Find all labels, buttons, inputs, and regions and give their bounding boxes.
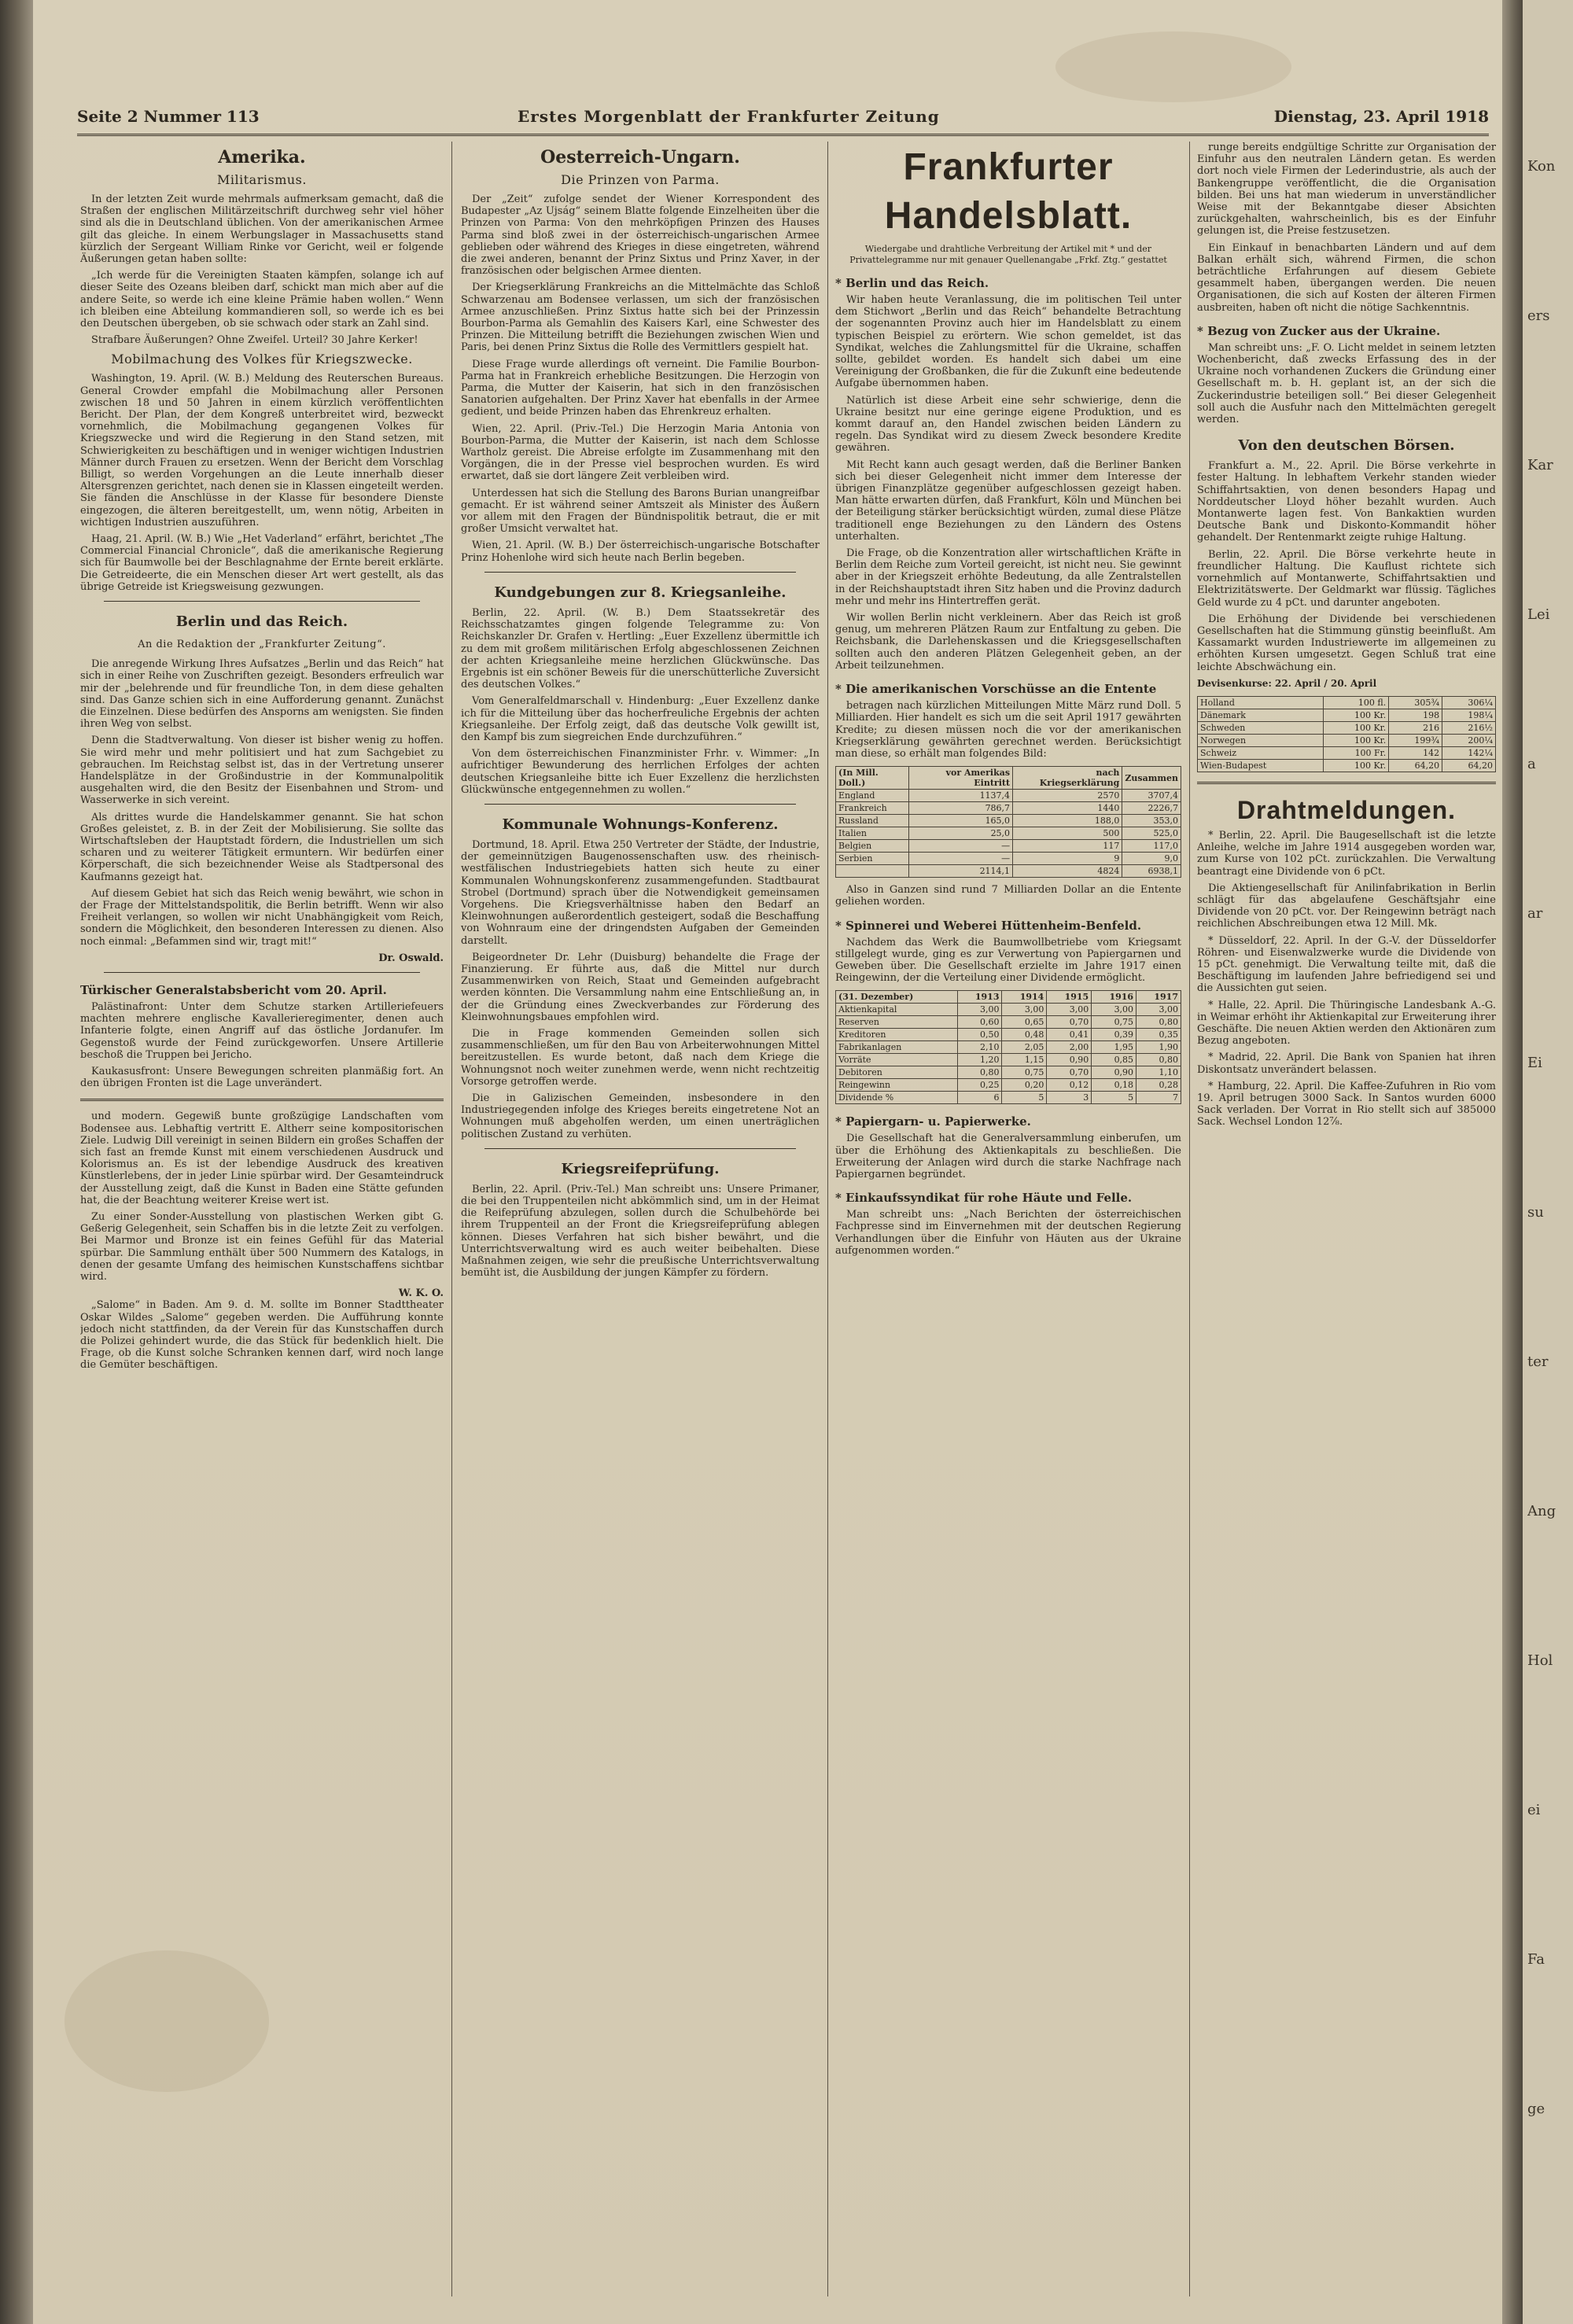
divider <box>484 572 796 573</box>
table-row <box>1198 721 1496 734</box>
paragraph: Haag, 21. April. (W. B.) Wie „Het Vaderland“ erfährt, berichtet „The Commercial Financial Chronicle“, daß die amerikanische Regierung sich für Baumwolle bei der Beschlagnahme der Ernte bereit erklärte. Die Getreideerte, die ein Menschen dieser Art wert gestellt, als das übrige Getreide ist Kriegsweisung gezwungen. <box>80 533 444 593</box>
section-heading: Berlin und das Reich. <box>175 613 348 631</box>
table-header <box>836 991 1181 1004</box>
facing-page-fragment: su <box>1527 1204 1544 1221</box>
facing-page-fragment: ge <box>1527 2101 1545 2117</box>
table-row <box>836 1029 1181 1041</box>
facing-page-edge <box>1523 0 1573 2324</box>
table-cell: Reserven <box>836 1016 958 1029</box>
table-cell: 100 fl. <box>1324 696 1389 709</box>
table-cell: 0,18 <box>1092 1079 1136 1092</box>
table-cell: 353,0 <box>1122 815 1181 827</box>
table-cell: 0,90 <box>1047 1054 1092 1066</box>
section-heading: Amerika. <box>218 147 306 168</box>
table-cell: 2,10 <box>957 1041 1002 1054</box>
table-cell: 305¾ <box>1389 696 1442 709</box>
table-cell: 100 Kr. <box>1324 709 1389 721</box>
paragraph: Von dem österreichischen Finanzminister Frhr. v. Wimmer: „In aufrichtiger Bewunderung des herrlichen Erfolges der achten deutschen Kriegsanleihe bitte ich Euer Exzellenz die herzlichsten Glückwünsche entgegennehmen zu wollen.“ <box>461 748 820 796</box>
table-column-header: 1914 <box>1002 991 1047 1004</box>
table-cell: 5 <box>1092 1092 1136 1104</box>
paragraph: Wir haben heute Veranlassung, die im politischen Teil unter dem Stichwort „Berlin und das Reich“ behandelte Betrachtung der sogenannten Provinz auch hier im Handelsblatt zu einem typischen Beispiel zu erörtern. Wie schon gemeldet, ist das Syndikat, welches die Zahlungsmittel für die Ukraine, schaffen sollte, gebildet worden. Es handelt sich dabei um eine Vereinigung der Großbanken, die für die Zukunft eine bedeutende Aufgabe übernommen haben. <box>835 294 1181 390</box>
table-cell: Russland <box>836 815 909 827</box>
table-row <box>836 1016 1181 1029</box>
paragraph: Wir wollen Berlin nicht verkleinern. Aber das Reich ist groß genug, um mehreren Plätzen Raum zur Entfaltung zu geben. Die Reichsbank, die Darlehenskassen und die Kriegsgesellschaften sollten auch den anderen Plätzen Gelegenheit geben, an der Arbeit teilzunehmen. <box>835 612 1181 672</box>
table-cell: 117 <box>1013 840 1122 853</box>
table-cell: 306¼ <box>1442 696 1496 709</box>
book-spine <box>0 0 33 2324</box>
table-row <box>836 1041 1181 1054</box>
table-cell: 0,75 <box>1002 1066 1047 1079</box>
paragraph: Strafbare Äußerungen? Ohne Zweifel. Urteil? 30 Jahre Kerker! <box>91 334 418 347</box>
table-cell: 1,95 <box>1092 1041 1136 1054</box>
paragraph: Denn die Stadtverwaltung. Von dieser ist bisher wenig zu hoffen. Sie wird mehr und mehr politisiert und hat zum Sachgebiet zu gebrauchen. Im Reichstag selbst ist, das in der Vertretung unserer Handelsplätze in der Großindustrie in der Kommunalpolitik ausgehalten wird, die den Besitz der Eisenbahnen und Strom- und Wasserwerke in sich vereint. <box>80 735 444 807</box>
newspaper-page <box>33 0 1502 2324</box>
paragraph: Die in Frage kommenden Gemeinden sollen sich zusammenschließen, um für den Bau von Arbeiterwohnungen Mittel bereitzustellen. Es wurde betont, daß nach dem Kriege die Wohnungsnot noch weiter zunehmen werde, wenn nicht rechtzeitig Vorsorge getroffen werde. <box>461 1027 820 1088</box>
column-2 <box>461 142 820 2296</box>
paragraph: In der letzten Zeit wurde mehrmals aufmerksam gemacht, daß die Straßen der englischen Militärzeitschrift durchweg sehr viel höher sind als die in Deutschland üblichen. Von der amerikanischen Armee gilt das gleiche. In einem Werbungslager in Massachusetts stand kürzlich der Sergeant William Rinke vor Gericht, weil er folgende Äußerungen getan haben sollte: <box>80 193 444 266</box>
paragraph: Beigeordneter Dr. Lehr (Duisburg) behandelte die Frage der Finanzierung. Er führte aus, daß die Mittel nur durch Zusammenwirken von Reich, Staat und Gemeinden aufgebracht werden könnten. Die Versammlung nahm eine Entschließung an, in der die Gründung eines Zweckverbandes zur Förderung des Kleinwohnungsbaues empfohlen wird. <box>461 951 820 1023</box>
table-cell: 199¾ <box>1389 734 1442 746</box>
table-cell: 0,50 <box>957 1029 1002 1041</box>
paragraph: * Hamburg, 22. April. Die Kaffee-Zufuhren in Rio vom 19. April betrugen 3000 Sack. In Santos wurden 6000 Sack verladen. Der Vorrat in Rio stellt sich auf 385000 Sack. Wechsel London 12⅞. <box>1197 1080 1496 1129</box>
divider <box>104 601 420 602</box>
divider <box>484 1148 796 1149</box>
page-gutter <box>1502 0 1523 2324</box>
paragraph: Die anregende Wirkung Ihres Aufsatzes „Berlin und das Reich“ hat sich in einer Reihe von Zuschriften gezeigt. Besonders erfreulich war mir der „belehrende und für freundliche Ton, in dem diese gehalten sind. Das Ganze schien sich in eine Aufforderung genannt. Zunächst die Einzelnen. Diese bedürfen des Ansporns am wenigsten. Sie finden ihren Weg von selbst. <box>80 658 444 731</box>
facing-page-fragment: ar <box>1527 905 1543 922</box>
table-cell: 216 <box>1389 721 1442 734</box>
article-subheading: An die Redaktion der „Frankfurter Zeitung“. <box>138 639 386 651</box>
paragraph: Diese Frage wurde allerdings oft verneint. Die Familie Bourbon-Parma hat in Frankreich erhebliche Besitzungen. Die Herzogin von Parma, die Mutter der Kaiserin, hat sich in den französischen Sanatorien aufgehalten. Der Prinz Xaver hat ebenfalls in der Armee gedient, und beide Prinzen haben das Ehrenkreuz erhalten. <box>461 358 820 418</box>
paragraph: Unterdessen hat sich die Stellung des Barons Burian unangreifbar gemacht. Er ist während seiner Amtszeit als Minister des Äußern vor allem mit den Fragen der Bündnispolitik betraut, die er mit großer Umsicht verwaltet hat. <box>461 487 820 536</box>
table-cell: 0,20 <box>1002 1079 1047 1092</box>
paragraph: „Salome“ in Baden. Am 9. d. M. sollte im Bonner Stadttheater Oskar Wildes „Salome“ gegeben werden. Die Aufführung konnte jedoch nicht stattfinden, da der Verein für das Kunstschaffen durch die Polizei gehindert wurde, die das Stück für bedenklich hielt. Die Frage, ob die Kunst solche Schranken kennen darf, wird noch lange die Gemüter beschäftigen. <box>80 1299 444 1372</box>
paragraph: Wien, 21. April. (W. B.) Der österreichisch-ungarische Botschafter Prinz Hohenlohe wird sich heute nach Berlin begeben. <box>461 540 820 564</box>
table-cell: 0,65 <box>1002 1016 1047 1029</box>
table-row <box>836 1079 1181 1092</box>
table-cell: 2226,7 <box>1122 802 1181 815</box>
paragraph: * Düsseldorf, 22. April. In der G.-V. der Düsseldorfer Röhren- und Eisenwalzwerke wurde die Dividende von 15 pCt. genehmigt. Die Verwaltung teilte mit, daß die Beschäftigung im laufenden Jahre befriedigend sei und die Aussichten gut seien. <box>1197 934 1496 995</box>
table-cell: 142 <box>1389 746 1442 759</box>
table-column-header: Zusammen <box>1122 767 1181 790</box>
table-row <box>1198 759 1496 772</box>
paragraph: Man schreibt uns: „Nach Berichten der österreichischen Fachpresse sind im Einvernehmen mit der deutschen Regierung Verhandlungen über die Einfuhr von Häuten aus der Ukraine aufgenommen worden.“ <box>835 1209 1181 1257</box>
divider <box>1197 782 1496 784</box>
paragraph: Ein Einkauf in benachbarten Ländern und auf dem Balkan erhält sich, während Firmen, die schon beträchtliche Erfahrungen auf diesem Gebiete gesammelt haben, übergangen werden. Die neuen Organisationen, die sich auf Kosten der älteren Firmen ausbreiten, haben oft nicht die nötige Sachkenntnis. <box>1197 241 1496 314</box>
table-column-header: 1913 <box>957 991 1002 1004</box>
balance-table <box>835 990 1181 1104</box>
facing-page-fragment: Kar <box>1527 457 1553 473</box>
table-cell: 3707,4 <box>1122 790 1181 802</box>
table-column-header: 1917 <box>1136 991 1181 1004</box>
table-row <box>1198 696 1496 709</box>
table-row <box>836 840 1181 853</box>
table-cell: 1,15 <box>1002 1054 1047 1066</box>
table-row <box>1198 746 1496 759</box>
table-cell: 25,0 <box>909 827 1013 840</box>
table-cell: 100 Fr. <box>1324 746 1389 759</box>
table-body <box>836 1004 1181 1104</box>
table-cell: 2,05 <box>1002 1041 1047 1054</box>
table-cell: 500 <box>1013 827 1122 840</box>
table-cell: Norwegen <box>1198 734 1324 746</box>
table-cell: 2570 <box>1013 790 1122 802</box>
section-heading: Drahtmeldungen. <box>1236 795 1457 824</box>
paragraph: Vom Generalfeldmarschall v. Hindenburg: „Euer Exzellenz danke ich für die Mitteilung über das hocherfreuliche Ergebnis der achten Kriegsanleihe. Der Erfolg zeigt, daß das deutsche Volk gewillt ist, den Kampf bis zum siegreichen Ende durchzuführen.“ <box>461 695 820 743</box>
signature: Dr. Oswald. <box>378 952 444 964</box>
feuilleton-divider <box>80 1099 444 1101</box>
table-cell: 142¼ <box>1442 746 1496 759</box>
table-cell: 1,90 <box>1136 1041 1181 1054</box>
issue-date: Dienstag, 23. April 1918 <box>1273 107 1489 126</box>
table-cell: 165,0 <box>909 815 1013 827</box>
table-row <box>836 853 1181 865</box>
table-cell: 3,00 <box>957 1004 1002 1016</box>
table-row <box>836 790 1181 802</box>
table-cell: 3,00 <box>1047 1004 1092 1016</box>
paragraph: Man schreibt uns: „F. O. Licht meldet in seinem letzten Wochenbericht, daß zwecks Erfassung des in der Ukraine noch vorhandenen Zuckers die Gründung einer Gesellschaft m. b. H. geplant ist, an der sich die Zuckerindustrie beteiligen soll.“ Bei dieser Gelegenheit soll auch die Ausfuhr nach den Mittelmächten geregelt werden. <box>1197 341 1496 426</box>
table-cell: Schweden <box>1198 721 1324 734</box>
table-cell <box>836 865 909 878</box>
table-cell: Schweiz <box>1198 746 1324 759</box>
paragraph: Natürlich ist diese Arbeit eine sehr schwierige, denn die Ukraine besitzt nur eine geringe eigene Produktion, und es kommt darauf an, den Handel zwischen beiden Ländern zu regeln. Das Syndikat wird zu diesem Zweck besondere Kredite gewähren. <box>835 394 1181 455</box>
table-cell: 0,60 <box>957 1016 1002 1029</box>
article-heading: Mobilmachung des Volkes für Kriegszwecke. <box>111 352 413 367</box>
table-cell: 198¼ <box>1442 709 1496 721</box>
paragraph: Mit Recht kann auch gesagt werden, daß die Berliner Banken sich bei dieser Gelegenheit nicht immer dem Interesse der übrigen Finanzplätze gegenüber aufgeschlossen gezeigt haben. Man hätte erwarten dürfen, daß Frankfurt, Köln und München bei der Beteiligung stärker berücksichtigt würden, zumal diese Plätze traditionell enge Beziehungen zu den Ländern des Ostens unterhalten. <box>835 459 1181 543</box>
table-row <box>1198 709 1496 721</box>
paragraph: Auf diesem Gebiet hat sich das Reich wenig bewährt, wie schon in der Frage der Mittelstandspolitik, die Berlin betrifft. Wenn wir also Freiheit verlangen, so wollen wir nicht Unabhängigkeit vom Reich, sondern die Möglichkeit, den besonderen Interessen zu dienen. Also noch einmal: „Befammen sind wir, tragt mit!“ <box>80 887 444 948</box>
loan-table <box>835 766 1181 878</box>
table-cell: 200¼ <box>1442 734 1496 746</box>
paper-stain <box>1055 31 1291 102</box>
table-cell: 3,00 <box>1092 1004 1136 1016</box>
table-cell: 198 <box>1389 709 1442 721</box>
paragraph: Washington, 19. April. (W. B.) Meldung des Reuterschen Bureaus. General Crowder empfahl die Mobilmachung aller Personen zwischen 18 und 50 Jahren in einem kürzlich veröffentlichten Bericht. Der Plan, der dem Kongreß unterbreitet wird, bezweckt vornehmlich, die Mobilmachung gegangenen Volkes für Kriegszwecke und wird die Regierung in den Stand setzen, mit Schwierigkeiten zu beschäftigen und in weniger wichtigen Industrien Männer durch Frauen zu ersetzen. Wenn der Bericht dem Vorschlag Billigt, so werden Vorgehungen an die Leute innerhalb dieser Altersgrenzen gerichtet, nach denen sie in Klassen eingeteilt werden. Sie fänden die Anschlüsse in der Klasse für besondere Dienste eingezogen, die älteren bereitgestellt, um, wenn nötig, Arbeiten in wichtigen Industrien auszuführen. <box>80 373 444 529</box>
table-cell: 0,90 <box>1092 1066 1136 1079</box>
exchange-rate-table <box>1197 696 1496 772</box>
table-cell: 4824 <box>1013 865 1122 878</box>
table-cell: 6 <box>957 1092 1002 1104</box>
table-cell: 1,20 <box>957 1054 1002 1066</box>
table-cell: 0,48 <box>1002 1029 1047 1041</box>
table-row <box>836 827 1181 840</box>
article-heading: Militarismus. <box>217 172 307 187</box>
section-title: Frankfurter Handelsblatt. <box>884 146 1133 237</box>
divider <box>484 804 796 805</box>
table-cell: 0,80 <box>1136 1016 1181 1029</box>
section-heading: Kommunale Wohnungs-Konferenz. <box>502 816 779 833</box>
table-body <box>836 790 1181 878</box>
masthead <box>77 102 1489 136</box>
table-cell: 2114,1 <box>909 865 1013 878</box>
table-cell: 6938,1 <box>1122 865 1181 878</box>
table-cell: 64,20 <box>1442 759 1496 772</box>
paragraph: runge bereits endgültige Schritte zur Organisation der Einfuhr aus den neutralen Ländern getan. Es werden dort noch viele Firmen der Lederindustrie, als auch der Bankengruppe veröffentlicht, die die Organisation bilden. Bei uns hat man wiederum in unverständlicher Weise mit der Bekanntgabe dieser Absichten zurückgehalten, wahrscheinlich, bis es der Einfuhr gelungen ist, die Preise festzusetzen. <box>1197 142 1496 238</box>
signature: W. K. O. <box>398 1287 444 1300</box>
table-cell: 9 <box>1013 853 1122 865</box>
paragraph: * Berlin, 22. April. Die Baugesellschaft ist die letzte Anleihe, welche im Jahre 1914 ausgegeben worden war, zum Kurse von 102 pCt. zurückzahlen. Die Verwaltung beantragt eine Dividende von 6 pCt. <box>1197 829 1496 878</box>
table-column-header: vor Amerikas Eintritt <box>909 767 1013 790</box>
table-row <box>836 1066 1181 1079</box>
table-cell: Debitoren <box>836 1066 958 1079</box>
table-cell: 0,80 <box>1136 1054 1181 1066</box>
table-column-header: nach Kriegserklärung <box>1013 767 1122 790</box>
table-cell: 1,10 <box>1136 1066 1181 1079</box>
paragraph: Die Erhöhung der Dividende bei verschiedenen Gesellschaften hat die Stimmung günstig beeinflußt. Am Kassamarkt wurden Industriewerte im allgemeinen zu erhöhten Kursen umgesetzt. Gegen Schluß trat eine leichte Abschwächung ein. <box>1197 613 1496 673</box>
column-1 <box>80 142 444 2296</box>
table-cell: 9,0 <box>1122 853 1181 865</box>
paragraph: Zu einer Sonder-Ausstellung von plastischen Werken gibt G. Geßerig Gelegenheit, sein Schaffen bis in die letzte Zeit zu verfolgen. Bei Marmor und Bronze ist ein feines Gefühl für das Material spürbar. Die Sammlung enthält über 500 Nummern des Katalogs, in denen der gesamte Umfang des heimischen Kunstschaffens sichtbar wird. <box>80 1211 444 1284</box>
section-heading: Kundgebungen zur 8. Kriegsanleihe. <box>494 584 786 601</box>
table-cell: England <box>836 790 909 802</box>
facing-page-fragment: ers <box>1527 308 1550 324</box>
paragraph: Wien, 22. April. (Priv.-Tel.) Die Herzogin Maria Antonia von Bourbon-Parma, die Mutter der Kaiserin, ist nach dem Schlosse Wartholz gereist. Die Abreise erfolgte im Zusammenhang mit den Vorgängen, die in der Presse viel besprochen wurden. Es wird erwartet, daß sie dort längere Zeit verbleiben wird. <box>461 422 820 483</box>
table-cell: 1137,4 <box>909 790 1013 802</box>
table-cell: 100 Kr. <box>1324 734 1389 746</box>
table-cell: — <box>909 853 1013 865</box>
table-cell: Belgien <box>836 840 909 853</box>
facing-page-fragment: a <box>1527 756 1536 772</box>
table-cell: Aktienkapital <box>836 1004 958 1016</box>
paragraph: Der „Zeit“ zufolge sendet der Wiener Korrespondent des Budapester „Az Ujság“ seinem Blatte folgende Einzelheiten über die Prinzen von Parma: Von den mehrköpfigen Prinzen des Hauses Parma sind bloß zwei in der österreichisch-ungarischen Armee geblieben oder während des Krieges in diese eingetreten, während die zwei anderen, benannt der Prinz Sixtus und Prinz Xaver, in der französischen oder belgischen Armee dienten. <box>461 193 820 278</box>
facing-page-fragment: ei <box>1527 1802 1541 1818</box>
article-heading: * Papiergarn- u. Papierwerke. <box>835 1114 1031 1129</box>
table-column-header: (In Mill. Doll.) <box>836 767 909 790</box>
table-cell: Italien <box>836 827 909 840</box>
table-cell: 0,28 <box>1136 1079 1181 1092</box>
paragraph: Die Aktiengesellschaft für Anilinfabrikation in Berlin schlägt für das abgelaufene Geschäftsjahr eine Dividende von 20 pCt. vor. Der Reingewinn beträgt nach reichlichen Abschreibungen etwa 12 Mill. Mk. <box>1197 882 1496 930</box>
table-cell: 525,0 <box>1122 827 1181 840</box>
table-header <box>836 767 1181 790</box>
table-cell: 117,0 <box>1122 840 1181 853</box>
table-cell: Wien-Budapest <box>1198 759 1324 772</box>
table-cell: 3,00 <box>1002 1004 1047 1016</box>
article-heading: * Berlin und das Reich. <box>835 276 989 290</box>
table-cell: 0,70 <box>1047 1016 1092 1029</box>
column-3 <box>835 142 1181 2296</box>
table-row <box>836 802 1181 815</box>
table-row <box>836 815 1181 827</box>
table-cell: 3,00 <box>1136 1004 1181 1016</box>
table-cell: 216½ <box>1442 721 1496 734</box>
paragraph: Berlin, 22. April. Die Börse verkehrte heute in freundlicher Haltung. Die Kauflust richtete sich vornehmlich auf Montanwerte, Schiffahrtsaktien und Elektrizitätswerte. Der Geldmarkt war flüssig. Tägliches Geld wurde zu 4 pCt. und darunter angeboten. <box>1197 548 1496 609</box>
facing-page-fragment: ter <box>1527 1354 1549 1370</box>
table-row <box>836 1004 1181 1016</box>
table-cell: Fabrikanlagen <box>836 1041 958 1054</box>
page-number: Seite 2 Nummer 113 <box>77 107 260 126</box>
table-cell: Dividende % <box>836 1092 958 1104</box>
table-cell: 2,00 <box>1047 1041 1092 1054</box>
table-cell: 0,41 <box>1047 1029 1092 1041</box>
paragraph: „Ich werde für die Vereinigten Staaten kämpfen, solange ich auf dieser Seite des Ozeans bleiben darf, schickt man mich aber auf die andere Seite, so werde ich eine kleine Prämie haben wollen.“ Wenn ich bleiben eine Abteilung kommandieren soll, so werde ich es bei den Deutschen übergeben, ob sie schwach oder stark an Zahl sind. <box>80 270 444 330</box>
table-column-header: 1916 <box>1092 991 1136 1004</box>
paragraph: Als drittes wurde die Handelskammer genannt. Sie hat schon Großes geleistet, z. B. in der Zeit der Mobilisierung. Sie sollte das Wirtschaftsleben der Hauptstadt fördern, die Industriellen um sich scharen und zu weiterer Tätigkeit ermuntern. Wir bedürfen einer Körperschaft, die sich bezeichnender Weise als Stadtpersonal des Kaufmanns gezeigt hat. <box>80 811 444 883</box>
table-cell: Reingewinn <box>836 1079 958 1092</box>
paragraph: Der Kriegserklärung Frankreichs an die Mittelmächte das Schloß Schwarzenau am Bodensee verlassen, um sich der französischen Armee anzuschließen. Prinz Sixtus hatte sich bei der Prinzessin Bourbon-Parma als Gemahlin des Kaisers Karl, eine Schwester des Prinzen. Die Mitteilung betrifft die Beziehungen zwischen Wien und Paris, bei denen Prinz Sixtus die Rolle des Vermittlers gespielt hat. <box>461 282 820 354</box>
table-cell: 7 <box>1136 1092 1181 1104</box>
table-cell: 1440 <box>1013 802 1122 815</box>
paragraph: Die Gesellschaft hat die Generalversammlung einberufen, um über die Erhöhung des Aktienkapitals zu beschließen. Die Erweiterung der Anlagen wird durch die starke Nachfrage nach Papiergarnen begründet. <box>835 1133 1181 1180</box>
table-column-header: 1915 <box>1047 991 1092 1004</box>
table-cell: Holland <box>1198 696 1324 709</box>
table-cell: — <box>909 840 1013 853</box>
article-heading: * Bezug von Zucker aus der Ukraine. <box>1197 323 1441 338</box>
column-rule <box>827 142 828 2296</box>
column-rule <box>451 142 452 2296</box>
paragraph: Frankfurt a. M., 22. April. Die Börse verkehrte in fester Haltung. In lebhaftem Verkehr standen wieder Schiffahrtsaktien, von denen besonders Hapag und Norddeutscher Lloyd höher bezahlt wurden. Auch Montanwerte lagen fest. Von Bankaktien wurden Deutsche Bank und Diskonto-Kommandit höher gehandelt. Der Rentenmarkt zeigte ruhige Haltung. <box>1197 460 1496 544</box>
paragraph: * Halle, 22. April. Die Thüringische Landesbank A.-G. in Weimar erhöht ihr Aktienkapital zur Erweiterung ihrer Geschäfte. Die neuen Aktien werden den Aktionären zum Bezug angeboten. <box>1197 999 1496 1048</box>
paragraph: betragen nach kürzlichen Mitteilungen Mitte März rund Doll. 5 Milliarden. Hier handelt es sich um die seit April 1917 gewährten Kredite; zu diesen müssen noch die vor der amerikanischen Kriegserklärung gewährten gerechnet werden. Berücksichtigt man diese, so erhält man folgendes Bild: <box>835 700 1181 760</box>
newspaper-title: Erstes Morgenblatt der Frankfurter Zeitung <box>518 107 940 126</box>
table-cell: 100 Kr. <box>1324 759 1389 772</box>
facing-page-fragment: Ang <box>1527 1503 1556 1519</box>
section-heading: Oesterreich-Ungarn. <box>540 147 740 168</box>
table-row <box>836 1054 1181 1066</box>
table-cell: 786,7 <box>909 802 1013 815</box>
article-heading: Die Prinzen von Parma. <box>561 172 720 187</box>
paragraph: und modern. Gegewiß bunte großzügige Landschaften vom Bodensee aus. Lebhaftig vertritt E. Altherr seine kompositorischen Ziele. Ludwig Dill vereinigt in seinen Bildern ein großes Schaffen der sich fast an fremde Kunst mit einem verschiedenen Ausdruck und Kolorismus an. Es ist der lebendige Ausdruck des kreativen Künstlerlebens, der in jeder Linie spürbar wird. Der Gesamteindruck der Ausstellung zeigt, daß die Kunst in Baden eine Stätte gefunden hat, die der Beachtung weiterer Kreise wert ist. <box>80 1110 444 1206</box>
table-cell: 0,80 <box>957 1066 1002 1079</box>
facing-page-fragment: Lei <box>1527 606 1550 623</box>
column-rule <box>1189 142 1190 2296</box>
table-cell: Vorräte <box>836 1054 958 1066</box>
section-heading: Kriegsreifeprüfung. <box>561 1160 720 1177</box>
table-cell: 0,75 <box>1092 1016 1136 1029</box>
table-cell: 3 <box>1047 1092 1092 1104</box>
facing-page-fragment: Kon <box>1527 158 1556 175</box>
paragraph: * Madrid, 22. April. Die Bank von Spanien hat ihren Diskontsatz unverändert belassen. <box>1197 1052 1496 1076</box>
article-heading: * Die amerikanischen Vorschüsse an die Entente <box>835 682 1157 697</box>
table-cell: 0,85 <box>1092 1054 1136 1066</box>
paragraph: Also in Ganzen sind rund 7 Milliarden Dollar an die Entente geliehen worden. <box>835 884 1181 908</box>
table-column-header: (31. Dezember) <box>836 991 958 1004</box>
table-cell: 0,35 <box>1136 1029 1181 1041</box>
paragraph: Palästinafront: Unter dem Schutze starken Artilleriefeuers machten mehrere englische Kavallerieregimenter, denen auch Infanterie folgte, einen Angriff auf das östliche Jordanufer. Im Gegenstoß wurde der Feind zurückgeworfen. Unsere Artillerie beschoß die Truppen bei Jericho. <box>80 1000 444 1061</box>
section-heading: Türkischer Generalstabsbericht vom 20. April. <box>80 982 387 997</box>
article-heading: * Einkaufssyndikat für rohe Häute und Felle. <box>835 1191 1133 1206</box>
facing-page-fragment: Hol <box>1527 1652 1553 1669</box>
article-heading: * Spinnerei und Weberei Hüttenheim-Benfeld. <box>835 918 1142 933</box>
paragraph: Dortmund, 18. April. Etwa 250 Vertreter der Städte, der Industrie, der gemeinnützigen Baugenossenschaften usw. des rheinisch-westfälischen Industriegebiets hatten sich heute zu einer Kommunalen Wohnungskonferenz zusammengefunden. Stadtbaurat Strobel (Dortmund) sprach über die Notwendigkeit gemeinsamen Vorgehens. Die Kriegsverhältnisse haben den Bedarf an Kleinwohnungen außerordentlich gesteigert, sodaß die Beschaffung von Wohnraum eine der dringendsten Aufgaben der Gemeinden darstellt. <box>461 838 820 947</box>
table-cell: 188,0 <box>1013 815 1122 827</box>
table-cell: 5 <box>1002 1092 1047 1104</box>
paragraph: Kaukasusfront: Unsere Bewegungen schreiten planmäßig fort. An den übrigen Fronten ist die Lage unverändert. <box>80 1065 444 1090</box>
table-cell: 0,39 <box>1092 1029 1136 1041</box>
column-4 <box>1197 142 1496 2296</box>
rates-caption: Devisenkurse: 22. April / 20. April <box>1197 677 1377 689</box>
table-cell: 0,25 <box>957 1079 1002 1092</box>
section-heading: Von den deutschen Börsen. <box>1238 437 1455 455</box>
table-cell: 0,12 <box>1047 1079 1092 1092</box>
table-row <box>1198 734 1496 746</box>
facing-page-fragment: Ei <box>1527 1055 1542 1071</box>
paragraph: Die in Galizischen Gemeinden, insbesondere in den Industriegegenden infolge des Krieges bereits eingetretene Not an Wohnungen muß abgeholfen werden, um einen unerträglichen politischen Zustand zu verhüten. <box>461 1092 820 1140</box>
table-row <box>836 1092 1181 1104</box>
table-cell: Serbien <box>836 853 909 865</box>
paragraph: Nachdem das Werk die Baumwollbetriebe vom Kriegsamt stillgelegt wurde, ging es zur Verwertung von Papiergarnen und Geweben über. Die Gesellschaft erzielte im Jahre 1917 einen Reingewinn, der die Verteilung einer Dividende ermöglicht. <box>835 936 1181 985</box>
section-note: Wiedergabe und drahtliche Verbreitung der Artikel mit * und der Privattelegramme nur mit genauer Quellenangabe „Frkf. Ztg.“ gestattet <box>849 244 1167 265</box>
table-cell: 64,20 <box>1389 759 1442 772</box>
table-cell: Frankreich <box>836 802 909 815</box>
table-cell: Dänemark <box>1198 709 1324 721</box>
paragraph: Berlin, 22. April. (Priv.-Tel.) Man schreibt uns: Unsere Primaner, die bei den Truppenteilen nicht abkömmlich sind, um in der Heimat die Reifeprüfung abzulegen, sollen durch die Schulbehörde bei ihrem Truppenteil an der Front die Kriegsreifeprüfung ablegen können. Dieses Verfahren hat sich bisher bewährt, und die Unterrichtsverwaltung wird es auch weiter beibehalten. Diese Maßnahmen zeigen, wie sehr die preußische Unterrichtsverwaltung bemüht ist, die Ausbildung der jungen Kämpfer zu fördern. <box>461 1183 820 1280</box>
paragraph: Die Frage, ob die Konzentration aller wirtschaftlichen Kräfte in Berlin dem Reiche zum Vorteil gereicht, ist nicht neu. Sie gewinnt aber in der Kriegszeit erhöhte Bedeutung, da alle Zentralstellen in der Reichshauptstadt ihren Sitz haben und die Provinz dadurch mehr und mehr ins Hintertreffen gerät. <box>835 547 1181 607</box>
table-cell: 0,70 <box>1047 1066 1092 1079</box>
facing-page-fragment: Fa <box>1527 1951 1545 1968</box>
divider <box>104 972 420 973</box>
table-row <box>836 865 1181 878</box>
paragraph: Berlin, 22. April. (W. B.) Dem Staatssekretär des Reichsschatzamtes gingen folgende Telegramme zu: Von Reichskanzler Dr. Grafen v. Hertling: „Euer Exzellenz übermittle ich zu dem mit großem militärischen Erfolg abgeschlossenen Zeichnen der achten Kriegsanleihe meine herzlichen Glückwünsche. Das Ergebnis ist ein schöner Beweis für die unerschütterliche Zuversicht des deutschen Volkes.“ <box>461 606 820 691</box>
table-body <box>1198 696 1496 772</box>
table-cell: Kreditoren <box>836 1029 958 1041</box>
table-cell: 100 Kr. <box>1324 721 1389 734</box>
